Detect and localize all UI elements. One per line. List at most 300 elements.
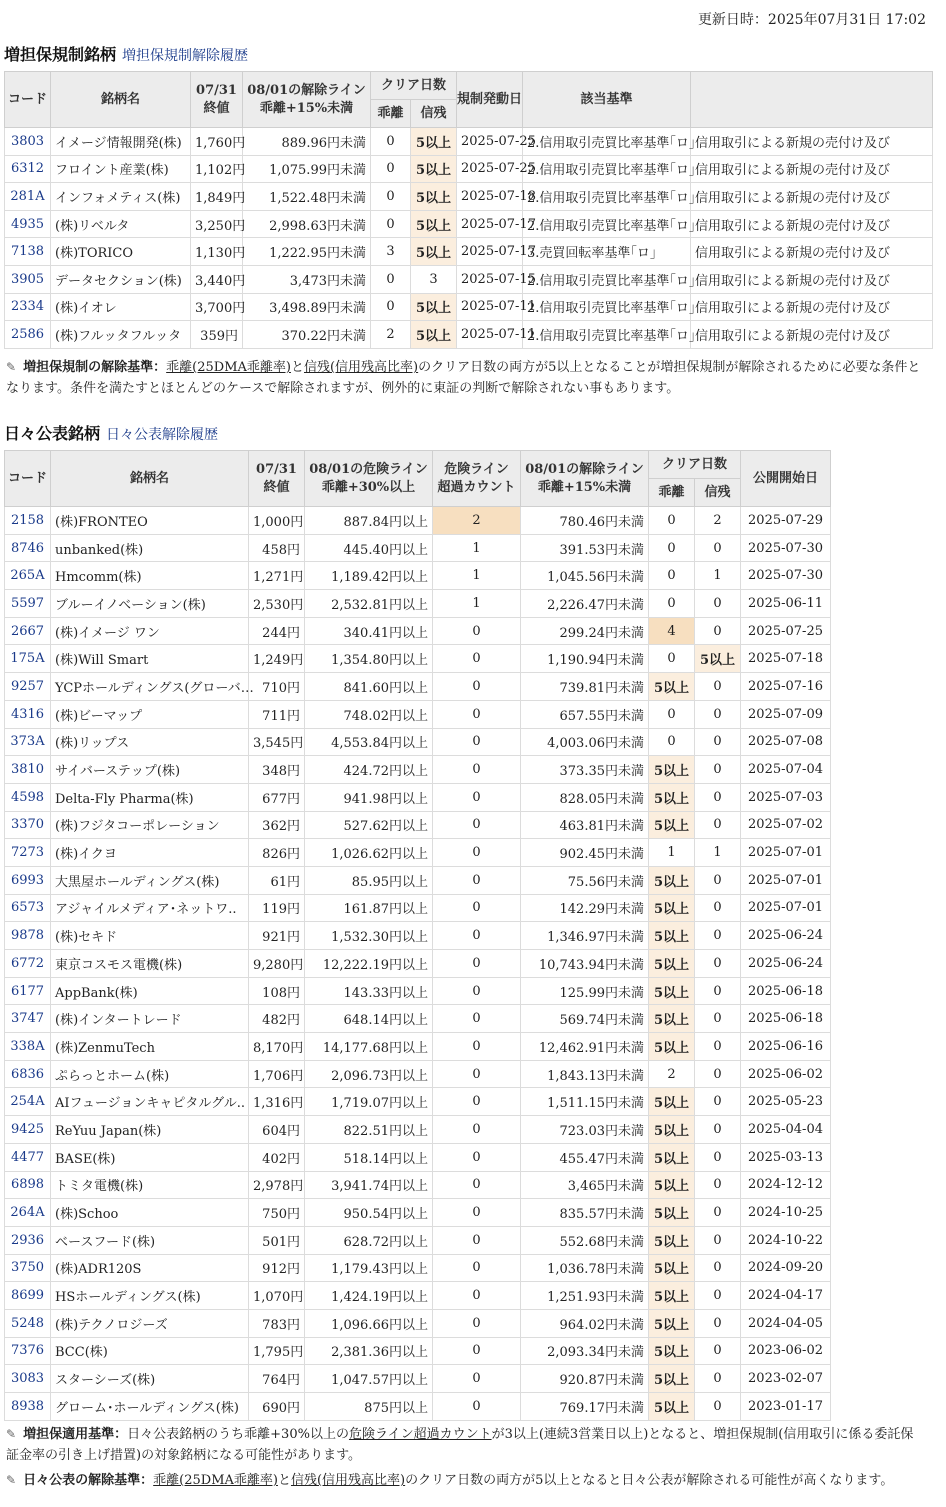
release-line: 569.74円未満 [521, 1005, 649, 1033]
clear-kairi: 5以上 [649, 894, 695, 922]
clear-kairi: 0 [371, 210, 411, 238]
danger-count: 0 [433, 1199, 521, 1227]
stock-code-link[interactable]: 6836 [5, 1060, 51, 1088]
clear-kairi: 5以上 [649, 756, 695, 784]
clear-kairi: 5以上 [649, 1171, 695, 1199]
close-price: 921円 [249, 922, 305, 950]
start-date: 2024-09-20 [741, 1254, 831, 1282]
stock-name: (株)フルッタフルッタ [51, 321, 191, 349]
start-date: 2025-07-08 [741, 728, 831, 756]
shinzan-link[interactable]: 信残(信用残高比率) [303, 360, 419, 375]
start-date: 2025-07-15 [457, 265, 523, 293]
start-date: 2025-07-09 [741, 700, 831, 728]
shinzan-link[interactable]: 信残(信用残高比率) [290, 1473, 406, 1488]
table-row [5, 783, 831, 811]
description: 信用取引による新規の売付け及び [691, 293, 933, 321]
table-row [5, 238, 933, 266]
col-close: 07/31 終値 [191, 72, 243, 128]
clear-kairi: 3 [371, 238, 411, 266]
stock-code-link[interactable]: 9878 [5, 922, 51, 950]
release-line: 2,093.34円未満 [521, 1337, 649, 1365]
clear-kairi: 5以上 [649, 866, 695, 894]
start-date: 2025-07-17 [457, 238, 523, 266]
table-row [5, 977, 831, 1005]
close-price: 750円 [249, 1199, 305, 1227]
col-kairi: 乖離 [371, 100, 411, 128]
stock-code-link[interactable]: 3803 [5, 128, 51, 156]
danger-line: 424.72円以上 [305, 756, 433, 784]
danger-count: 0 [433, 977, 521, 1005]
start-date: 2025-07-25 [457, 128, 523, 156]
clear-shinzan: 0 [695, 894, 741, 922]
stock-code-link[interactable]: 6898 [5, 1171, 51, 1199]
release-line: 1,045.56円未満 [521, 562, 649, 590]
table-row [5, 1088, 831, 1116]
col-release-line: 08/01の解除ライン 乖離+15%未満 [521, 451, 649, 507]
start-date: 2025-07-30 [741, 534, 831, 562]
updated-timestamp: 更新日時：2025年07月31日 17:02 [697, 12, 926, 28]
clear-kairi: 5以上 [649, 811, 695, 839]
clear-shinzan: 5以上 [411, 128, 457, 156]
clear-kairi: 0 [371, 293, 411, 321]
note-label: 日々公表の解除基準： [23, 1473, 154, 1488]
close-price: 1,849円 [191, 183, 243, 211]
start-date: 2023-02-07 [741, 1365, 831, 1393]
clear-kairi: 5以上 [649, 783, 695, 811]
stock-code-link[interactable]: 3083 [5, 1365, 51, 1393]
table-row [5, 1282, 831, 1310]
stock-code-link[interactable]: 7138 [5, 238, 51, 266]
stock-code-link[interactable]: 7273 [5, 839, 51, 867]
danger-count: 0 [433, 1337, 521, 1365]
start-date: 2025-07-29 [741, 507, 831, 535]
release-line: 780.46円未満 [521, 507, 649, 535]
danger-count: 0 [433, 1365, 521, 1393]
release-line: 299.24円未満 [521, 617, 649, 645]
stock-code-link[interactable]: 2667 [5, 617, 51, 645]
danger-line: 1,096.66円以上 [305, 1309, 433, 1337]
stock-name: 東京コスモス電機(株) [51, 950, 249, 978]
danger-line: 12,222.19円以上 [305, 950, 433, 978]
close-price: 362円 [249, 811, 305, 839]
stock-code-link[interactable]: 6772 [5, 950, 51, 978]
stock-code-link[interactable]: 4477 [5, 1143, 51, 1171]
stock-name: 大黒屋ホールディングス(株) [51, 866, 249, 894]
start-date: 2025-07-25 [741, 617, 831, 645]
stock-name: (株)ADR120S [51, 1254, 249, 1282]
clear-shinzan: 0 [695, 1393, 741, 1421]
stock-code-link[interactable]: 338A [5, 1033, 51, 1061]
stock-name: ぷらっとホーム(株) [51, 1060, 249, 1088]
clear-shinzan: 0 [695, 1116, 741, 1144]
clear-kairi: 5以上 [649, 1309, 695, 1337]
clear-kairi: 5以上 [649, 673, 695, 701]
danger-line: 85.95円以上 [305, 866, 433, 894]
danger-count: 0 [433, 645, 521, 673]
close-price: 348円 [249, 756, 305, 784]
clear-shinzan: 0 [695, 534, 741, 562]
stock-code-link[interactable]: 6177 [5, 977, 51, 1005]
stock-name: unbanked(株) [51, 534, 249, 562]
clear-kairi: 5以上 [649, 1088, 695, 1116]
clear-shinzan: 0 [695, 1060, 741, 1088]
clear-kairi: 5以上 [649, 1005, 695, 1033]
stock-code-link[interactable]: 2586 [5, 321, 51, 349]
note-label: 増担保規制の解除基準： [23, 360, 167, 375]
clear-shinzan: 5以上 [411, 238, 457, 266]
start-date: 2025-07-18 [457, 183, 523, 211]
release-line: 3,498.89円未満 [243, 293, 371, 321]
release-line: 455.47円未満 [521, 1143, 649, 1171]
clear-shinzan: 0 [695, 783, 741, 811]
stock-name: (株)Will Smart [51, 645, 249, 673]
stock-code-link[interactable]: 3747 [5, 1005, 51, 1033]
release-line: 1,843.13円未満 [521, 1060, 649, 1088]
danger-line: 3,941.74円以上 [305, 1171, 433, 1199]
table-row [5, 1033, 831, 1061]
col-danger-line: 08/01の危険ライン 乖離+30%以上 [305, 451, 433, 507]
stock-name: (株)ビーマップ [51, 700, 249, 728]
clear-kairi: 4 [649, 617, 695, 645]
start-date: 2025-06-24 [741, 950, 831, 978]
danger-count: 1 [433, 590, 521, 618]
stock-code-link[interactable]: 9257 [5, 673, 51, 701]
clear-kairi: 2 [649, 1060, 695, 1088]
clear-shinzan: 0 [695, 1033, 741, 1061]
stock-code-link[interactable]: 281A [5, 183, 51, 211]
start-date: 2023-01-17 [741, 1393, 831, 1421]
danger-line: 527.62円以上 [305, 811, 433, 839]
clear-shinzan: 0 [695, 950, 741, 978]
stock-code-link[interactable]: 8938 [5, 1393, 51, 1421]
stock-code-link[interactable]: 5597 [5, 590, 51, 618]
clear-kairi: 5以上 [649, 1337, 695, 1365]
clear-shinzan: 5以上 [411, 183, 457, 211]
close-price: 3,440円 [191, 265, 243, 293]
start-date: 2025-06-18 [741, 977, 831, 1005]
close-price: 359円 [191, 321, 243, 349]
release-line: 902.45円未満 [521, 839, 649, 867]
pencil-icon: ✎ [6, 1427, 17, 1441]
table-row [5, 1365, 831, 1393]
clear-shinzan: 5以上 [411, 210, 457, 238]
stock-code-link[interactable]: 6993 [5, 866, 51, 894]
clear-shinzan: 0 [695, 617, 741, 645]
danger-count: 0 [433, 1005, 521, 1033]
danger-count: 0 [433, 866, 521, 894]
criteria: 2.信用取引売買比率基準｢ロ｣ [523, 265, 691, 293]
col-close: 07/31 終値 [249, 451, 305, 507]
close-price: 1,271円 [249, 562, 305, 590]
clear-kairi: 0 [371, 183, 411, 211]
start-date: 2025-05-23 [741, 1088, 831, 1116]
table-row [5, 700, 831, 728]
clear-shinzan: 0 [695, 1282, 741, 1310]
col-start-date: 公開開始日 [741, 451, 831, 507]
release-line: 1,522.48円未満 [243, 183, 371, 211]
stock-name: (株)フジタコーポレーション [51, 811, 249, 839]
close-price: 1,000円 [249, 507, 305, 535]
clear-kairi: 0 [371, 128, 411, 156]
table-row [5, 1116, 831, 1144]
danger-count: 0 [433, 756, 521, 784]
stock-code-link[interactable]: 6573 [5, 894, 51, 922]
table-row [5, 507, 831, 535]
clear-shinzan: 0 [695, 922, 741, 950]
description: 信用取引による新規の売付け及び [691, 321, 933, 349]
description: 信用取引による新規の売付け及び [691, 238, 933, 266]
clear-shinzan: 0 [695, 1088, 741, 1116]
stock-code-link[interactable]: 4316 [5, 700, 51, 728]
close-price: 244円 [249, 617, 305, 645]
clear-kairi: 5以上 [649, 922, 695, 950]
criteria: 2.信用取引売買比率基準｢ロ｣ [523, 293, 691, 321]
table-row [5, 728, 831, 756]
start-date: 2025-07-17 [457, 210, 523, 238]
release-line: 964.02円未満 [521, 1309, 649, 1337]
start-date: 2023-06-02 [741, 1337, 831, 1365]
stock-name: AIフュージョンキャピタルグル.. [51, 1088, 249, 1116]
danger-count: 0 [433, 783, 521, 811]
table-row [5, 894, 831, 922]
table-row [5, 183, 933, 211]
table-row [5, 1337, 831, 1365]
clear-shinzan: 5以上 [411, 293, 457, 321]
release-line: 1,075.99円未満 [243, 155, 371, 183]
table-row [5, 811, 831, 839]
close-price: 1,316円 [249, 1088, 305, 1116]
danger-line: 2,532.81円以上 [305, 590, 433, 618]
danger-count: 0 [433, 1226, 521, 1254]
stock-name: グローム･ホールディングス(株) [51, 1393, 249, 1421]
table-row [5, 1143, 831, 1171]
danger-line: 648.14円以上 [305, 1005, 433, 1033]
stock-code-link[interactable]: 4598 [5, 783, 51, 811]
clear-shinzan: 5以上 [695, 645, 741, 673]
margin-release-criteria-note: ✎ 増担保規制の解除基準：乖離(25DMA乖離率)と信残(信用残高比率)のクリア日数の両方が5以上となることが増担保規制が解除されるために必要な条件となります。条件を満たすとほとんどのケースで解除されますが、例外的に東証の判断で解除されない事もあります。 [6, 357, 926, 399]
criteria: 3.売買回転率基準｢ロ｣ [523, 238, 691, 266]
danger-count: 0 [433, 1254, 521, 1282]
stock-name: ベースフード(株) [51, 1226, 249, 1254]
release-line: 12,462.91円未満 [521, 1033, 649, 1061]
danger-count: 0 [433, 894, 521, 922]
margin-release-history-link[interactable]: 増担保規制解除履歴 [122, 48, 249, 64]
danger-line: 2,381.36円以上 [305, 1337, 433, 1365]
table-row [5, 866, 831, 894]
table-row [5, 562, 831, 590]
stock-code-link[interactable]: 2334 [5, 293, 51, 321]
start-date: 2025-06-02 [741, 1060, 831, 1088]
stock-code-link[interactable]: 3750 [5, 1254, 51, 1282]
section-title-margin-regulation [4, 42, 248, 65]
danger-line: 748.02円以上 [305, 700, 433, 728]
stock-name: (株)FRONTEO [51, 507, 249, 535]
table-row [5, 1060, 831, 1088]
release-line: 463.81円未満 [521, 811, 649, 839]
pencil-icon: ✎ [6, 1473, 17, 1487]
danger-count: 0 [433, 922, 521, 950]
danger-count: 0 [433, 1393, 521, 1421]
table-row [5, 1254, 831, 1282]
danger-count: 1 [433, 562, 521, 590]
stock-code-link[interactable]: 3905 [5, 265, 51, 293]
danger-count: 0 [433, 1282, 521, 1310]
danger-line: 875円以上 [305, 1393, 433, 1421]
danger-count: 0 [433, 839, 521, 867]
table-row [5, 756, 831, 784]
stock-code-link[interactable]: 264A [5, 1199, 51, 1227]
release-line: 142.29円未満 [521, 894, 649, 922]
release-line: 391.53円未満 [521, 534, 649, 562]
danger-line: 1,354.80円以上 [305, 645, 433, 673]
stock-code-link[interactable]: 6312 [5, 155, 51, 183]
start-date: 2025-03-13 [741, 1143, 831, 1171]
stock-name: (株)イオレ [51, 293, 191, 321]
danger-line: 1,532.30円以上 [305, 922, 433, 950]
table-row [5, 590, 831, 618]
start-date: 2025-07-01 [741, 839, 831, 867]
stock-name: BCC(株) [51, 1337, 249, 1365]
stock-code-link[interactable]: 9425 [5, 1116, 51, 1144]
clear-kairi: 5以上 [649, 950, 695, 978]
clear-kairi: 5以上 [649, 1143, 695, 1171]
clear-kairi: 0 [649, 645, 695, 673]
start-date: 2025-06-18 [741, 1005, 831, 1033]
start-date: 2025-07-11 [457, 293, 523, 321]
col-start-date: 規制発動日 [457, 72, 523, 128]
stock-code-link[interactable]: 2158 [5, 507, 51, 535]
release-line: 2,998.63円未満 [243, 210, 371, 238]
stock-code-link[interactable]: 8699 [5, 1282, 51, 1310]
table-row [5, 1199, 831, 1227]
clear-kairi: 5以上 [649, 1116, 695, 1144]
danger-count: 0 [433, 1116, 521, 1144]
danger-count-link[interactable]: 危険ライン超過カウント [348, 1427, 492, 1442]
release-line: 552.68円未満 [521, 1226, 649, 1254]
stock-code-link[interactable]: 265A [5, 562, 51, 590]
release-line: 1,511.15円未満 [521, 1088, 649, 1116]
table-row [5, 1005, 831, 1033]
danger-line: 950.54円以上 [305, 1199, 433, 1227]
close-price: 108円 [249, 977, 305, 1005]
clear-kairi: 5以上 [649, 1365, 695, 1393]
release-line: 1,036.78円未満 [521, 1254, 649, 1282]
table-row [5, 1226, 831, 1254]
release-line: 3,465円未満 [521, 1171, 649, 1199]
stock-name: (株)セキド [51, 922, 249, 950]
table-row [5, 1393, 831, 1421]
stock-code-link[interactable]: 175A [5, 645, 51, 673]
release-line: 828.05円未満 [521, 783, 649, 811]
stock-code-link[interactable]: 254A [5, 1088, 51, 1116]
release-line: 769.17円未満 [521, 1393, 649, 1421]
margin-application-criteria-note: ✎ 増担保適用基準：日々公表銘柄のうち乖離+30%以上の危険ライン超過カウントが3以上(連続3営業日以上)となると、増担保規制(信用取引に係る委託保証金率の引き上げ措置)の対象銘柄になる可能性があります。 [6, 1424, 926, 1466]
col-description [691, 72, 933, 128]
stock-name: (株)イメージ ワン [51, 617, 249, 645]
stock-code-link[interactable]: 4935 [5, 210, 51, 238]
stock-name: (株)イクヨ [51, 839, 249, 867]
stock-name: トミタ電機(株) [51, 1171, 249, 1199]
note-label: 増担保適用基準： [23, 1427, 128, 1442]
stock-code-link[interactable]: 7376 [5, 1337, 51, 1365]
clear-shinzan: 0 [695, 673, 741, 701]
clear-shinzan: 0 [695, 728, 741, 756]
col-shinzan: 信残 [411, 100, 457, 128]
margin-regulation-table [4, 71, 933, 349]
close-price: 501円 [249, 1226, 305, 1254]
col-shinzan: 信残 [695, 479, 741, 507]
stock-name: アジャイルメディア･ネットワ.. [51, 894, 249, 922]
col-clear-days: クリア日数 [371, 72, 457, 100]
start-date: 2024-10-25 [741, 1199, 831, 1227]
danger-count: 0 [433, 700, 521, 728]
table-row [5, 673, 831, 701]
clear-shinzan: 0 [695, 1199, 741, 1227]
release-line: 4,003.06円未満 [521, 728, 649, 756]
danger-line: 1,424.19円以上 [305, 1282, 433, 1310]
stock-code-link[interactable]: 3810 [5, 756, 51, 784]
danger-line: 1,047.57円以上 [305, 1365, 433, 1393]
col-code: コード [5, 451, 51, 507]
start-date: 2025-07-02 [741, 811, 831, 839]
description: 信用取引による新規の売付け及び [691, 155, 933, 183]
daily-release-history-link[interactable]: 日々公表解除履歴 [106, 427, 219, 443]
stock-name: データセクション(株) [51, 265, 191, 293]
table-row [5, 128, 933, 156]
clear-shinzan: 5以上 [411, 155, 457, 183]
stock-code-link[interactable]: 2936 [5, 1226, 51, 1254]
stock-code-link[interactable]: 373A [5, 728, 51, 756]
stock-name: (株)TORICO [51, 238, 191, 266]
danger-count: 0 [433, 1143, 521, 1171]
close-price: 1,706円 [249, 1060, 305, 1088]
stock-name: AppBank(株) [51, 977, 249, 1005]
stock-name: (株)リップス [51, 728, 249, 756]
danger-line: 445.40円以上 [305, 534, 433, 562]
description: 信用取引による新規の売付け及び [691, 265, 933, 293]
stock-name: (株)リベルタ [51, 210, 191, 238]
clear-shinzan: 0 [695, 1226, 741, 1254]
clear-kairi: 0 [649, 507, 695, 535]
stock-name: ReYuu Japan(株) [51, 1116, 249, 1144]
table-row [5, 1309, 831, 1337]
stock-name: イメージ情報開発(株) [51, 128, 191, 156]
stock-code-link[interactable]: 8746 [5, 534, 51, 562]
table-row [5, 839, 831, 867]
start-date: 2025-04-04 [741, 1116, 831, 1144]
close-price: 1,130円 [191, 238, 243, 266]
danger-count: 1 [433, 534, 521, 562]
danger-count: 0 [433, 673, 521, 701]
release-line: 657.55円未満 [521, 700, 649, 728]
release-line: 2,226.47円未満 [521, 590, 649, 618]
stock-name: (株)ZenmuTech [51, 1033, 249, 1061]
clear-shinzan: 1 [695, 562, 741, 590]
clear-kairi: 5以上 [649, 1282, 695, 1310]
kairi-link[interactable]: 乖離(25DMA乖離率) [166, 360, 291, 375]
clear-shinzan: 3 [411, 265, 457, 293]
danger-count: 0 [433, 1171, 521, 1199]
kairi-link[interactable]: 乖離(25DMA乖離率) [153, 1473, 278, 1488]
release-line: 739.81円未満 [521, 673, 649, 701]
close-price: 458円 [249, 534, 305, 562]
stock-code-link[interactable]: 5248 [5, 1309, 51, 1337]
start-date: 2024-04-17 [741, 1282, 831, 1310]
danger-count: 0 [433, 950, 521, 978]
clear-kairi: 0 [371, 265, 411, 293]
stock-code-link[interactable]: 3370 [5, 811, 51, 839]
danger-line: 887.84円以上 [305, 507, 433, 535]
